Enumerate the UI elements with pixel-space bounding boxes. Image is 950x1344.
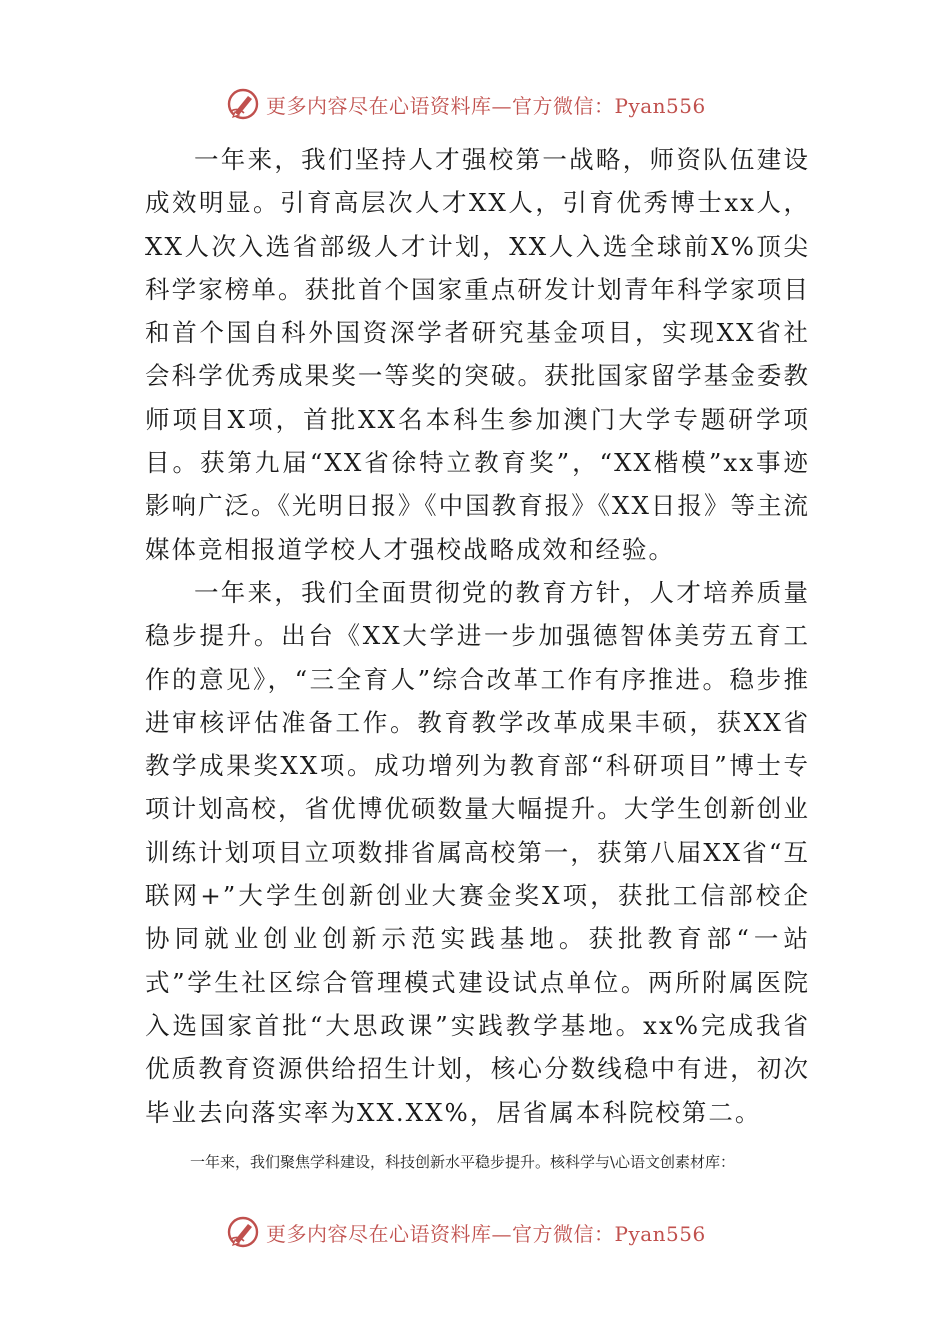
footer-banner	[226, 1212, 706, 1252]
paragraph-talent: 一年来，我们坚持人才强校第一战略，师资队伍建设成效明显。引育高层次人才XX人，引育优秀博士xx人，XX人次入选省部级人才计划，XX人入选全球前X%顶尖科学家榜单。获批首个国家重点研发计划青年科学家项目和首个国自科外国资深学者研究基金项目，实现XX省社会科学优秀成果奖一等奖的突破。获批国家留学基金委教师项目X项，首批XX名本科生参加澳门大学专题研学项目。获第九届“XX省徐特立教育奖”，“XX楷模”xx事迹影响广泛。《光明日报》《中国教育报》《XX日报》等主流媒体竞相报道学校人才强校战略成效和经验。	[145, 145, 810, 564]
pen-circle-logo-icon	[226, 1215, 260, 1249]
footer-banner-text: 更多内容尽在心语资料库—官方微信：Pyan556	[266, 1221, 706, 1246]
header-banner-text: 更多内容尽在心语资料库—官方微信：Pyan556	[266, 93, 706, 118]
body-text	[145, 138, 810, 1134]
header-banner	[226, 84, 706, 124]
pen-circle-logo-icon	[226, 87, 260, 121]
paragraph-education: 一年来，我们全面贯彻党的教育方针，人才培养质量稳步提升。出台《XX大学进一步加强德智体美劳五育工作的意见》，“三全育人”综合改革工作有序推进。稳步推进审核评估准备工作。教育教学改革成果丰硕，获XX省教学成果奖XX项。成功增列为教育部“科研项目”博士专项计划高校，省优博优硕数量大幅提升。大学生创新创业训练计划项目立项数排省属高校第一，获第八届XX省“互联网+”大学生创新创业大赛金奖X项，获批工信部校企协同就业创业创新示范实践基地。获批教育部“一站式”学生社区综合管理模式建设试点单位。两所附属医院入选国家首批“大思政课”实践教学基地。xx%完成我省优质教育资源供给招生计划，核心分数线稳中有进，初次毕业去向落实率为XX.XX%，居省属本科院校第二。	[145, 577, 810, 1127]
small-text-line: 一年来，我们聚焦学科建设，科技创新水平稳步提升。核科学与\心语文创素材库：	[190, 1153, 736, 1171]
